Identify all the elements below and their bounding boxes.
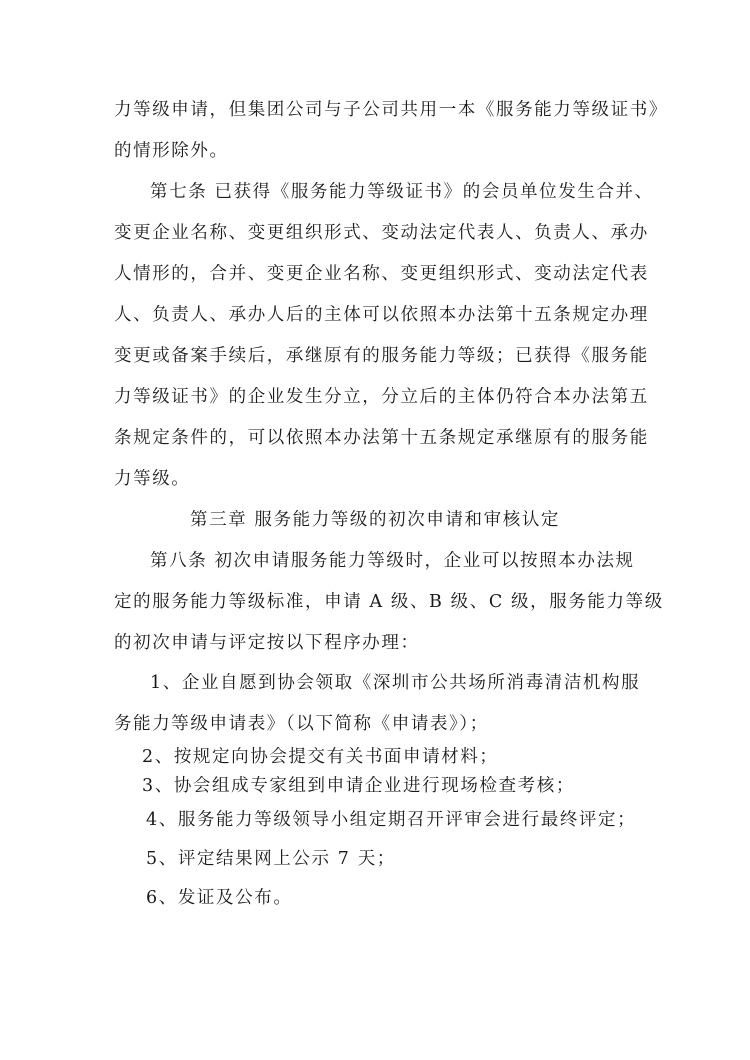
article-7-line: 人情形的，合并、变更企业名称、变更组织形式、变动法定代表: [114, 264, 649, 284]
step-item: 5、评定结果网上公示 7 天；: [146, 849, 396, 869]
step-item: 4、服务能力等级领导小组定期召开评审会进行最终评定；: [146, 810, 637, 830]
step-item: 3、协会组成专家组到申请企业进行现场检查考核；: [142, 776, 575, 796]
paragraph-line: 力等级申请，但集团公司与子公司共用一本《服务能力等级证书》: [114, 100, 668, 120]
article-7-line: 条规定条件的，可以依照本办法第十五条规定承继原有的服务能: [114, 428, 649, 448]
paragraph-line: 的情形除外。: [114, 141, 229, 161]
step-item: 1、企业自愿到协会领取《深圳市公共场所消毒清洁机构服: [150, 673, 641, 693]
article-7-line: 变更企业名称、变更组织形式、变动法定代表人、负责人、承办: [114, 223, 649, 243]
step-item: 2、按规定向协会提交有关书面申请材料；: [142, 747, 499, 767]
article-8-line: 定的服务能力等级标准，申请 A 级、B 级、C 级，服务能力等级: [114, 592, 664, 612]
step-item: 6、发证及公布。: [146, 888, 293, 908]
step-item: 务能力等级申请表》（以下简称《申请表》）；: [114, 714, 489, 734]
article-7-line: 第七条 已获得《服务能力等级证书》的会员单位发生合并、: [150, 182, 654, 202]
article-8-line: 的初次申请与评定按以下程序办理：: [114, 633, 420, 653]
article-7-line: 人、负责人、承办人后的主体可以依照本办法第十五条规定办理: [114, 305, 649, 325]
article-7-line: 力等级。: [114, 469, 191, 489]
article-7-line: 变更或备案手续后，承继原有的服务能力等级；已获得《服务能: [114, 346, 649, 366]
article-7-line: 力等级证书》的企业发生分立，分立后的主体仍符合本办法第五: [114, 387, 649, 407]
article-8-line: 第八条 初次申请服务能力等级时，企业可以按照本办法规: [150, 551, 635, 571]
chapter-heading: 第三章 服务能力等级的初次申请和审核认定: [189, 510, 561, 530]
